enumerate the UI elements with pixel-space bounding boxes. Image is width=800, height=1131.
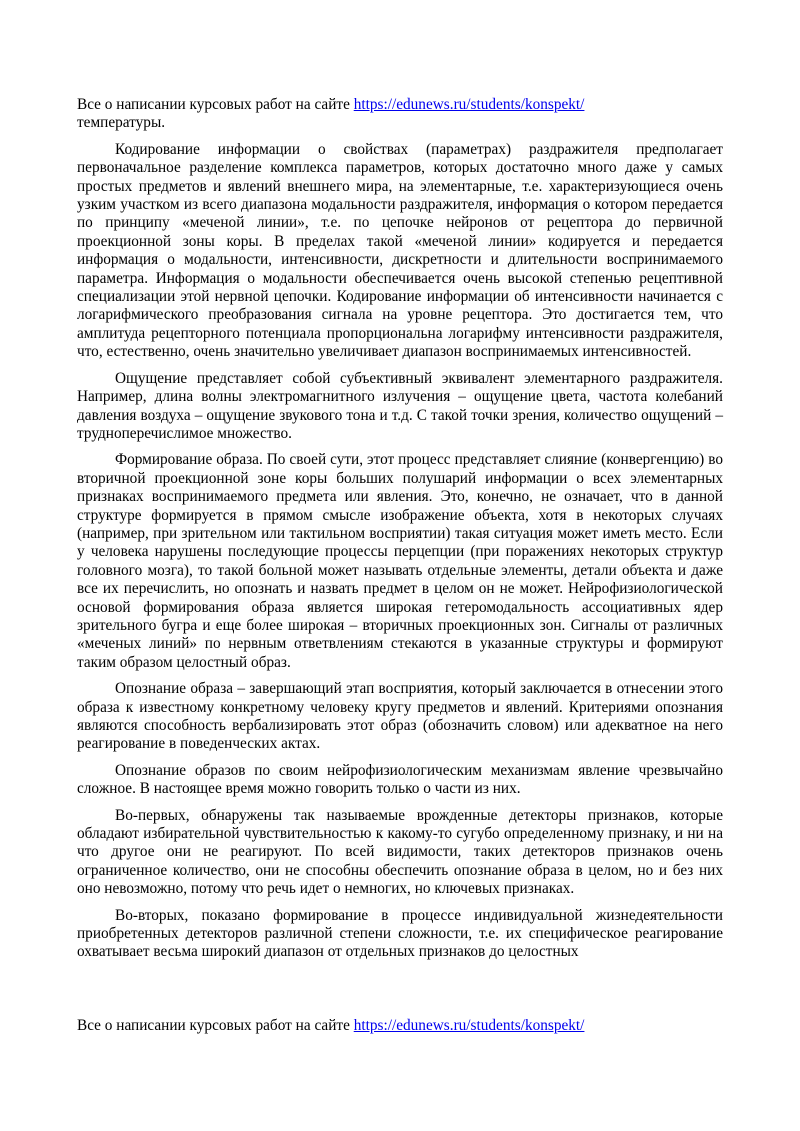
footer-prefix: Все о написании курсовых работ на сайте <box>77 1017 354 1034</box>
paragraph-coding: Кодирование информации о свойствах (параметрах) раздражителя предполагает первоначальное разделение комплекса параметров, которых достаточно много даже у самых простых предметов и явлений внешнего мира, на элементарные, т.е. характеризующиеся очень узким участком из всего диапазона модальности раздражителя, информация о котором передается по принципу «меченой линии», т.е. по цепочке нейронов от рецептора до первичной проекционной зоны коры. В пределах такой «меченой линии» кодируется и передается информация о модальности, интенсивности, дискретности и длительности воспринимаемого параметра. Информация о модальности обеспечивается очень высокой степенью рецептивной специализации этой нервной цепочки. Кодирование информации об интенсивности начинается с логарифмического преобразования сигнала на уровне рецептора. Это достигается тем, что амплитуда рецепторного потенциала пропорциональна логарифму интенсивности раздражителя, что, естественно, очень значительно увеличивает диапазон воспринимаемых интенсивностей. <box>77 140 723 361</box>
paragraph-recognition-complexity: Опознание образов по своим нейрофизиологическим механизмам явление чрезвычайно сложное. В настоящее время можно говорить только о части из них. <box>77 761 723 798</box>
header-prefix: Все о написании курсовых работ на сайте <box>77 96 354 113</box>
paragraph-innate-detectors: Во-первых, обнаружены так называемые врожденные детекторы признаков, которые обладают избирательной чувствительностью к какому-то сугубо определенному признаку, и ни на что другое они не реагируют. По всей видимости, таких детекторов признаков очень ограниченное количество, они не способны обеспечить опознание образа в целом, но и без них оно невозможно, потому что речь идет о немногих, но ключевых признаках. <box>77 806 723 898</box>
page-header <box>77 96 723 114</box>
paragraph-image-recognition: Опознание образа – завершающий этап восприятия, который заключается в отнесении этого образа к известному конкретному человеку кругу предметов и явлений. Критериями опознания являются способность вербализировать этот образ (обозначить словом) или адекватное на него реагирование в поведенческих актах. <box>77 680 723 753</box>
continuation-text: температуры. <box>77 114 166 132</box>
footer-link[interactable]: https://edunews.ru/students/konspekt/ <box>353 1017 585 1034</box>
paragraph-sensation: Ощущение представляет собой субъективный эквивалент элементарного раздражителя. Например, длина волны электромагнитного излучения – ощущение цвета, частота колебаний давления воздуха – ощущение звукового тона и т.д. С такой точки зрения, количество ощущений – трудноперечислимое множество. <box>77 369 723 442</box>
paragraph-acquired-detectors: Во-вторых, показано формирование в процессе индивидуальной жизнедеятельности приобретенных детекторов различной степени сложности, т.е. их специфическое реагирование охватывает весьма широкий диапазон от отдельных признаков до целостных <box>77 906 723 961</box>
page-body <box>77 96 723 970</box>
header-link[interactable]: https://edunews.ru/students/konspekt/ <box>353 96 585 113</box>
footer-line <box>77 1017 723 1035</box>
page-footer <box>77 1017 723 1035</box>
paragraph-image-formation: Формирование образа. По своей сути, этот процесс представляет слияние (конвергенцию) во вторичной проекционной зоне коры больших полушарий информации о всех элементарных признаках воспринимаемого предмета или явления. Это, конечно, не означает, что в данной структуре формируется в прямом смысле изображение объекта, хотя в некоторых случаях (например, при зрительном или тактильном восприятии) такая ситуация может иметь место. Если у человека нарушены последующие процессы перцепции (при поражениях некоторых структур головного мозга), то такой больной может называть отдельные элементы, детали объекта и даже все их перечислить, но опознать и назвать предмет в целом он не может. Нейрофизиологической основой формирования образа является широкая гетеромодальность ассоциативных ядер зрительного бугра и еще более широкая – вторичных проекционных зон. Сигналы от различных «меченых линий» по нервным ответвлениям стекаются в указанные структуры и формируют таким образом целостный образ. <box>77 451 723 671</box>
